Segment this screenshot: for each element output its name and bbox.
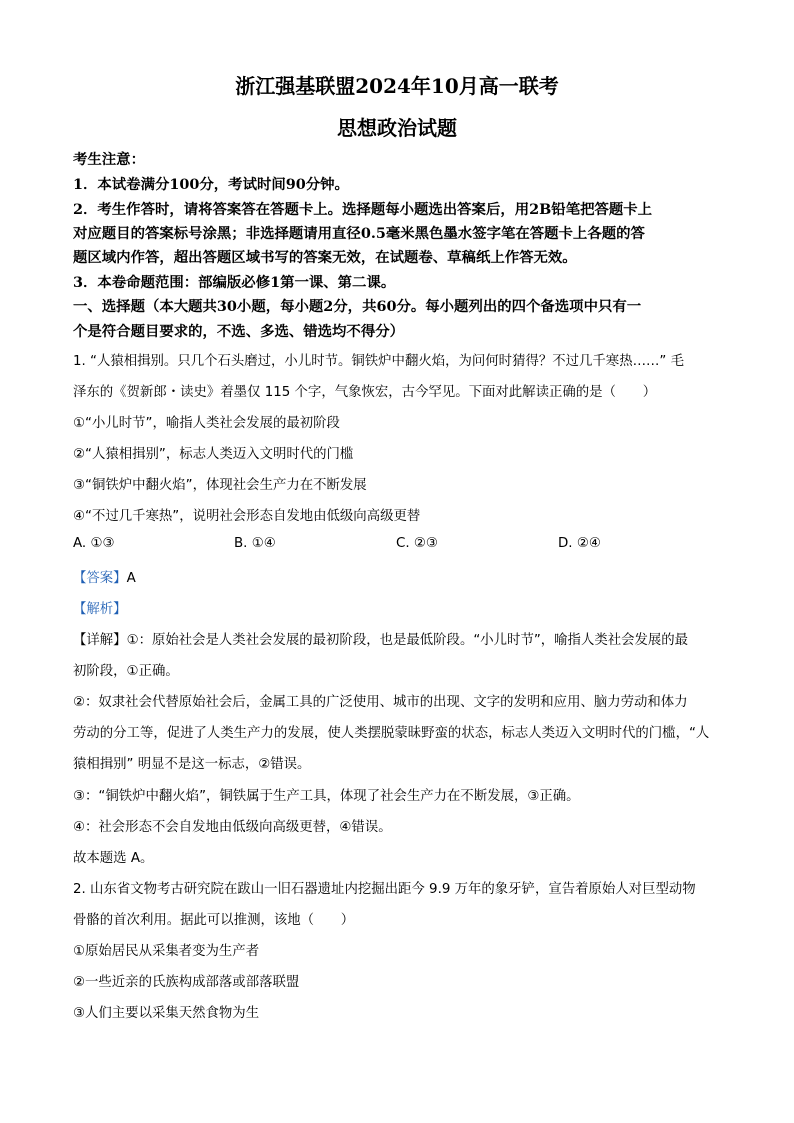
- exam-subject: 思想政治试题: [337, 116, 457, 140]
- exam-title: 浙江强基联盟2024年10月高一联考: [235, 74, 559, 98]
- notice-line: 题区域内作答，超出答题区域书写的答案无效，在试题卷、草稿纸上作答无效。: [73, 249, 577, 266]
- question-1-item: ④“不过几千寒热”，说明社会形态自发地由低级向高级更替: [73, 509, 421, 524]
- question-1-stem: 泽东的《贺新郎・读史》着墨仅 115 个字，气象恢宏，古今罕见。下面对此解读正确的是（ ）: [73, 385, 657, 400]
- detail-label: 【详解】: [73, 633, 127, 648]
- question-1-stem: 1. “人猿相揖别。只几个石头磨过，小儿时节。铜铁炉中翻火焰，为问何时猜得？不过几千寒热……” 毛: [73, 354, 684, 369]
- question-1-item: ②“人猿相揖别”，标志人类迈入文明时代的门槛: [73, 447, 354, 462]
- question-2-stem: 骨骼的首次利用。据此可以推测，该地（ ）: [73, 913, 355, 928]
- section-heading: 个是符合题目要求的，不选、多选、错选均不得分）: [73, 323, 404, 340]
- notice-line: 1．本试卷满分100分，考试时间90分钟。: [73, 176, 349, 193]
- detail-line: 猿相揖别” 明显不是这一标志，②错误。: [73, 757, 311, 772]
- question-2-item: ②一些近亲的氏族构成部落或部落联盟: [73, 975, 300, 990]
- option-d: D. ②④: [558, 536, 601, 551]
- notice-line: 对应题目的答案标号涂黑；非选择题请用直径0.5毫米黑色墨水签字笔在答题卡上各题的答: [73, 225, 645, 242]
- detail-line: 初阶段，①正确。: [73, 664, 179, 679]
- detail-line: 劳动的分工等，促进了人类生产力的发展，使人类摆脱蒙昧野蛮的状态，标志人类迈入文明时代的门槛，“人: [73, 726, 710, 741]
- analysis-label: 【解析】: [73, 602, 127, 617]
- detail-line: ③：“铜铁炉中翻火焰”，铜铁属于生产工具，体现了社会生产力在不断发展，③正确。: [73, 789, 580, 804]
- question-2-item: ①原始居民从采集者变为生产者: [73, 944, 260, 959]
- answer-line: [73, 567, 136, 586]
- option-a: A. ①③: [73, 536, 115, 551]
- option-b: B. ①④: [234, 536, 276, 551]
- option-c: C. ②③: [396, 536, 438, 551]
- question-2-stem: 2. 山东省文物考古研究院在跋山一旧石器遗址内挖掘出距今 9.9 万年的象牙铲，宣告着原始人对巨型动物: [73, 882, 696, 897]
- question-1-item: ③“铜铁炉中翻火焰”，体现社会生产力在不断发展: [73, 478, 367, 493]
- notice-line: 3．本卷命题范围：部编版必修1第一课、第二课。: [73, 274, 396, 291]
- detail-conclusion: 故本题选 A。: [73, 851, 154, 866]
- notice-line: 2．考生作答时，请将答案答在答题卡上。选择题每小题选出答案后，用2B铅笔把答题卡上: [73, 201, 653, 218]
- question-1-item: ①“小儿时节”，喻指人类社会发展的最初阶段: [73, 416, 340, 431]
- answer-label: 【答案】: [73, 571, 127, 586]
- detail-line: ②：奴隶社会代替原始社会后，金属工具的广泛使用、城市的出现、文字的发明和应用、脑力劳动和体力: [73, 695, 688, 710]
- detail-line: [73, 629, 688, 648]
- detail-line: ④：社会形态不会自发地由低级向高级更替，④错误。: [73, 820, 392, 835]
- detail-text: ①：原始社会是人类社会发展的最初阶段，也是最低阶段。“小儿时节”，喻指人类社会发展的最: [126, 633, 689, 648]
- question-2-item: ③人们主要以采集天然食物为生: [73, 1006, 260, 1021]
- notice-heading: 考生注意：: [73, 151, 145, 168]
- answer-value: A: [126, 571, 136, 586]
- section-heading: 一、选择题（本大题共30小题，每小题2分，共60分。每小题列出的四个备选项中只有一: [73, 298, 642, 315]
